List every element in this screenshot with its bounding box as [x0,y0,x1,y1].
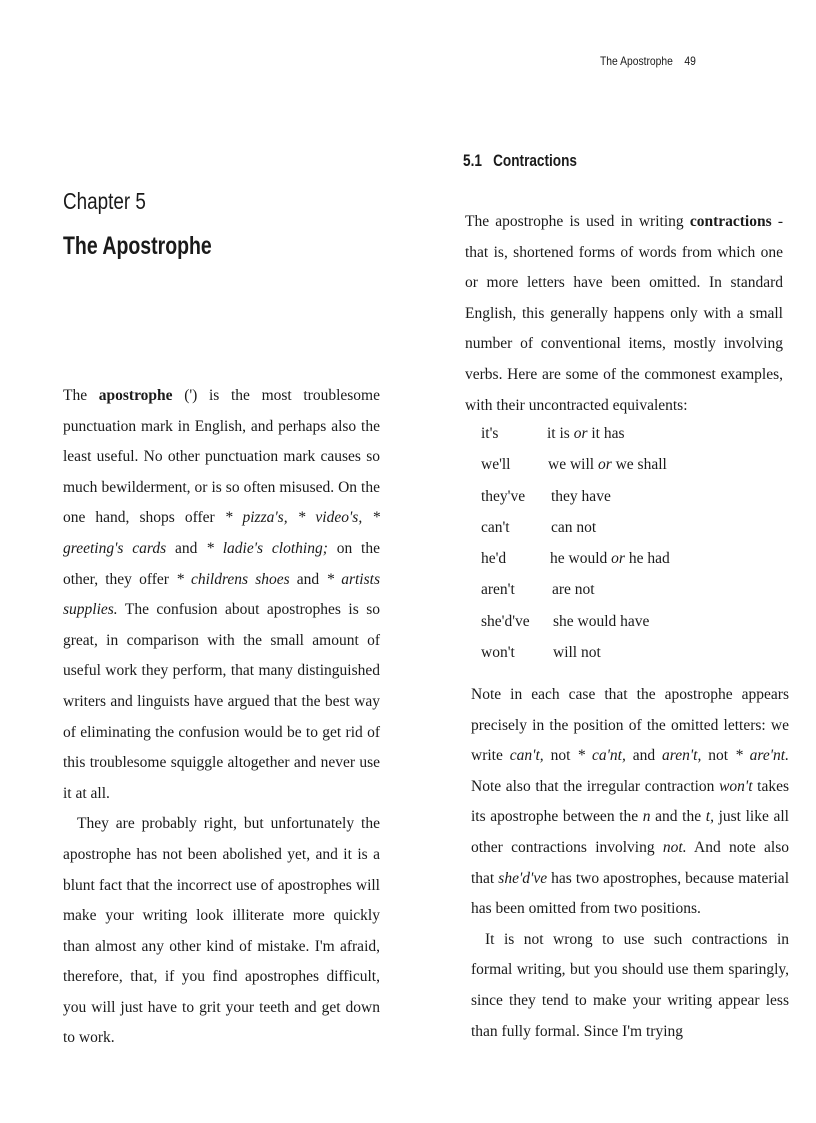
text-run: (') is the most troublesome punctuation mark in English, and perhaps also the least useful. No other punctuation mark causes so much bewilderment, or is so often misused. On the one hand, shops offer [63,387,380,527]
text-run: it has [587,425,625,442]
example-text: aren't, [662,747,702,765]
left-column [63,381,380,1054]
contraction-expansion [553,606,649,637]
paragraph-2: They are probably right, but unfortunately the apostrophe has not been abolished yet, and it is a blunt fact that the incorrect use of apostrophes will make your writing look illiterate more quickly than almost any other kind of mistake. I'm afraid, therefore, that, if you find apostrophes difficult, you will just have to grit your teeth and get down to work. [63,815,380,1047]
contraction-word: won't [481,644,515,662]
example-text: * ca'nt, [577,747,626,765]
keyword-contractions: contractions [689,213,772,230]
paragraph-note [471,680,789,925]
example-text: can't, [509,747,544,765]
chapter-number: Chapter 5 [63,188,146,214]
text-run: are not [552,581,595,599]
text-run: we will [548,456,598,474]
text-run: she would have [553,612,650,630]
text-run: we shall [611,456,667,474]
example-text: * pizza's, [224,509,288,527]
contraction-word: can't [481,518,510,536]
example-text: * ladie's clothing; [206,539,328,557]
contraction-expansion [551,481,611,512]
text-run: takes its apostrophe between the [471,777,789,826]
or-italic: or [597,456,612,474]
text-run: The [63,387,99,404]
example-text: won't [719,777,753,795]
contraction-expansion [551,512,596,543]
example-text: t, [705,808,714,826]
running-head [600,54,746,68]
section-number: 5.1 [463,151,482,170]
text-run: on the other, they offer [63,539,380,588]
right-lower-text [471,680,789,1047]
example-text: * greeting's cards [63,509,381,557]
text-run: he would [550,550,612,568]
text-run: - that is, shortened forms of words from which one or more letters have been omitted. In standard English, this generally happens only with a small number of conventional items, mostly involving verbs. Here are some of the commonest examples, with their uncontracted equivalents: [465,213,783,414]
contraction-word: aren't [481,581,515,599]
text-run: And note also that [471,838,789,887]
text-run: not [543,747,578,765]
contraction-expansion [547,418,625,449]
text-run [362,509,372,526]
text-run: Note also that the irregular contraction [471,777,720,795]
example-text: * childrens shoes [176,570,290,588]
text-run: The apostrophe is used in writing [465,213,690,230]
running-head-title: The Apostrophe [600,54,673,68]
contraction-word: we'll [481,456,511,474]
example-text: * are'nt. [735,747,789,765]
text-run: and the [650,808,706,826]
text-run: and [289,570,327,588]
example-text: n [642,808,651,826]
text-run: it is [547,425,574,442]
text-run: not [701,747,735,765]
contraction-expansion [552,574,595,605]
keyword-apostrophe: apostrophe [98,387,173,404]
text-run: he had [624,550,670,568]
text-run: can not [551,518,597,536]
contraction-word: they've [481,487,526,505]
contraction-expansion [553,637,601,668]
intro-paragraph [465,207,783,421]
example-text: * artists supplies. [63,570,380,619]
contraction-word: he'd [481,550,507,568]
paragraph-intro [465,207,783,421]
text-run: and [625,747,663,765]
example-text: she'd've [498,869,548,887]
contraction-expansion [550,543,670,574]
or-italic: or [573,425,588,442]
section-heading [463,151,577,171]
contraction-expansion [548,449,667,480]
or-italic: or [611,550,625,568]
text-run [288,509,298,526]
page-number: 49 [684,54,696,68]
text-run: just like all other contractions involving [471,808,789,856]
contraction-word: she'd've [481,612,530,630]
paragraph-1 [63,381,380,809]
contraction-word: it's [481,425,499,442]
paragraph-last: It is not wrong to use such contractions in formal writing, but you should use them sparingly, since they tend to make your writing appear less than fully formal. Since I'm trying [471,930,789,1040]
chapter-title: The Apostrophe [63,232,212,260]
text-run: will not [553,644,601,662]
text-run: The confusion about apostrophes is so great, in comparison with the small amount of useful work they perform, that many distinguished writers and linguists have argued that the best way of eliminating the confusion would be to get rid of this troublesome squiggle altogether and never use it at all. [63,601,380,802]
section-title: Contractions [493,151,577,170]
example-text: * video's, [297,509,363,527]
text-run: and [166,539,207,557]
text-run: has two apostrophes, because material has been omitted from two positions. [471,869,789,918]
text-run: they have [551,487,611,505]
example-text: not. [662,838,687,856]
text-run: Note in each case that the apostrophe appears precisely in the position of the omitted letters: we write [471,686,789,765]
